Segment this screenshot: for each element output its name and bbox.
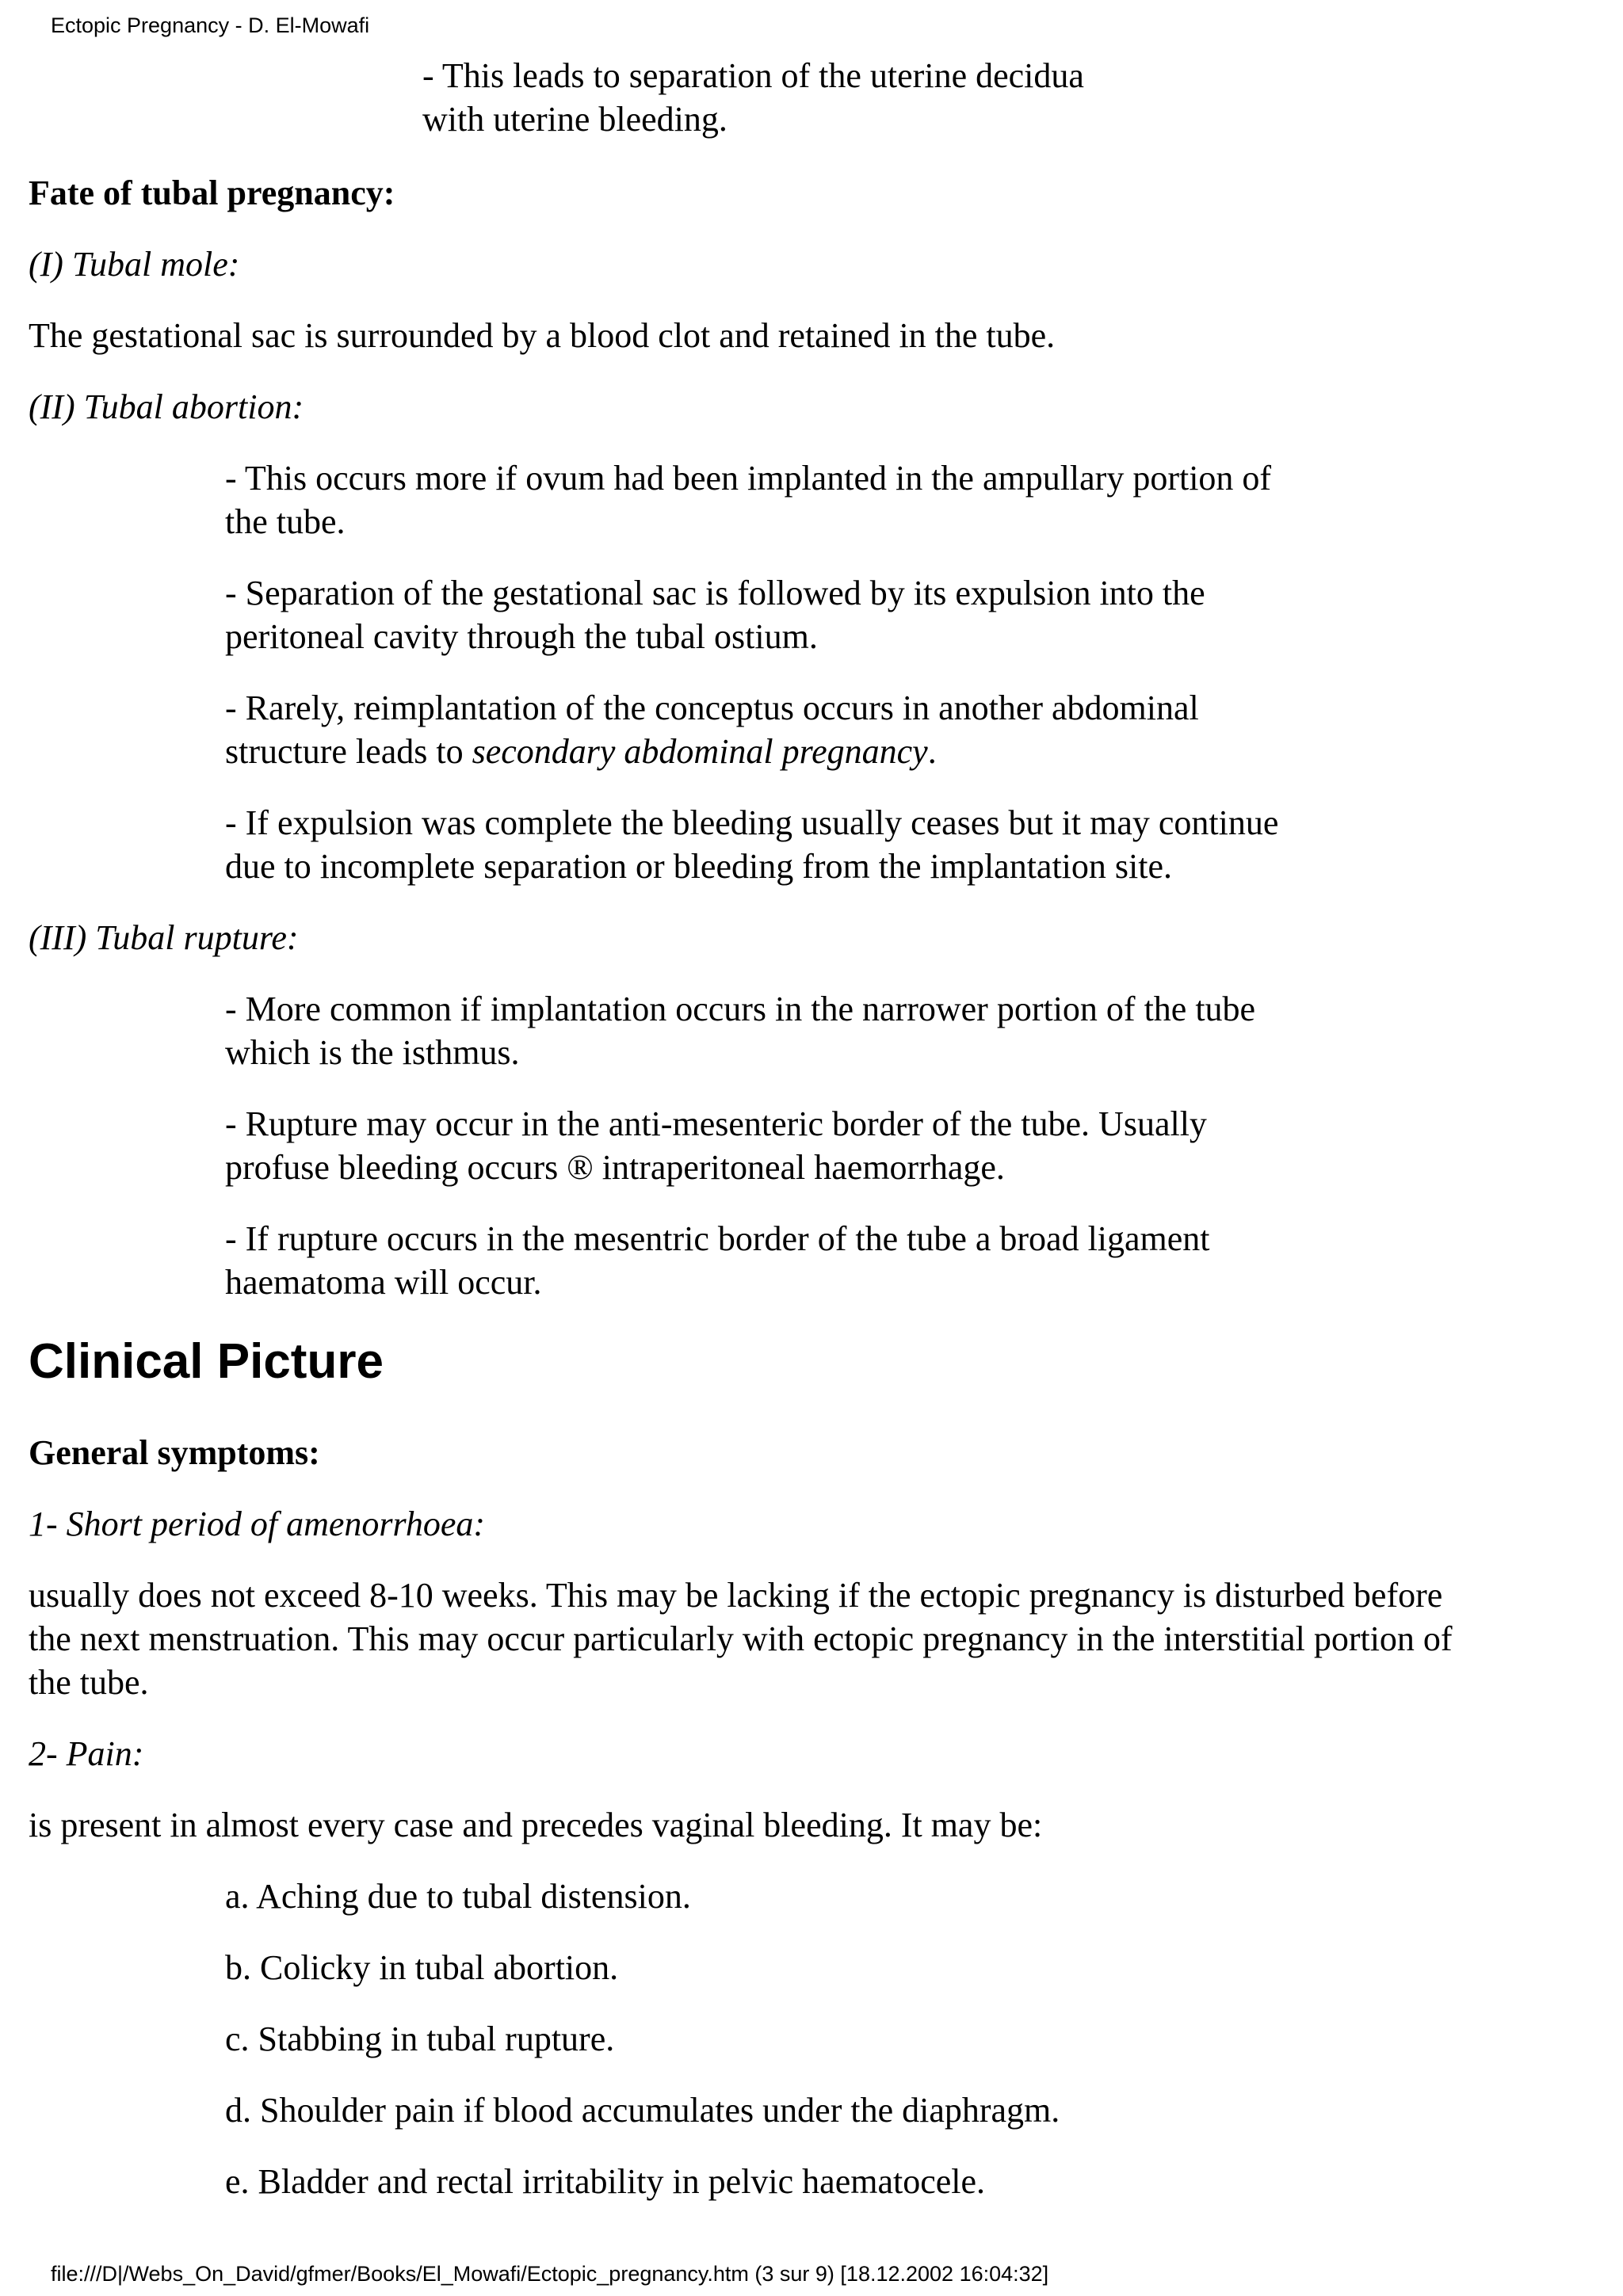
tubal-rupture-point [225, 987, 1255, 1074]
secondary-abdominal-pregnancy-term: secondary abdominal pregnancy [472, 732, 928, 771]
point-line: - More common if implantation occurs in the narrower portion of the tube [225, 990, 1256, 1028]
text-line: the tube. [29, 1663, 149, 1702]
page-footer-url: file:///D|/Webs_On_David/gfmer/Books/El_Mowafi/Ectopic_pregnancy.htm (3 sur 9) [18.12.2002 16:04:32] [51, 2262, 1049, 2286]
amenorrhoea-text [29, 1573, 1453, 1704]
tubal-abortion-title: (II) Tubal abortion: [29, 387, 304, 426]
intro-text [422, 54, 1084, 141]
point-text: . [927, 732, 937, 771]
tubal-abortion-point [225, 571, 1205, 658]
pain-title: 2- Pain: [29, 1734, 144, 1773]
intro-line-1: - This leads to separation of the uterine decidua [422, 56, 1084, 95]
point-line: profuse bleeding occurs ® intraperitoneal haemorrhage. [225, 1148, 1005, 1187]
tubal-abortion-point [225, 456, 1271, 543]
tubal-rupture-title: (III) Tubal rupture: [29, 918, 299, 957]
point-line: due to incomplete separation or bleeding from the implantation site. [225, 847, 1173, 886]
pain-list-item: c. Stabbing in tubal rupture. [225, 2019, 615, 2058]
text-line: usually does not exceed 8-10 weeks. This may be lacking if the ectopic pregnancy is disturbed before [29, 1576, 1443, 1615]
point-line: haematoma will occur. [225, 1263, 542, 1302]
point-line: - This occurs more if ovum had been implanted in the ampullary portion of [225, 459, 1272, 498]
pain-list-item: a. Aching due to tubal distension. [225, 1877, 691, 1916]
pain-intro: is present in almost every case and precedes vaginal bleeding. It may be: [29, 1806, 1043, 1844]
point-line: the tube. [225, 502, 346, 541]
tubal-rupture-point [225, 1102, 1207, 1189]
fate-heading: Fate of tubal pregnancy: [29, 174, 395, 212]
tubal-mole-text: The gestational sac is surrounded by a blood clot and retained in the tube. [29, 316, 1056, 355]
tubal-mole-title: (I) Tubal mole: [29, 245, 240, 284]
pain-list-item: b. Colicky in tubal abortion. [225, 1948, 619, 1987]
amenorrhoea-title: 1- Short period of amenorrhoea: [29, 1505, 486, 1543]
point-line: - If expulsion was complete the bleeding usually ceases but it may continue [225, 803, 1279, 842]
tubal-abortion-point [225, 801, 1278, 888]
point-line: peritoneal cavity through the tubal ostium. [225, 617, 818, 656]
point-line: - Rupture may occur in the anti-mesenteric border of the tube. Usually [225, 1104, 1207, 1143]
section-heading: Clinical Picture [29, 1334, 384, 1389]
pain-list-item: d. Shoulder pain if blood accumulates under the diaphragm. [225, 2091, 1060, 2130]
general-symptoms-heading: General symptoms: [29, 1433, 320, 1472]
point-line: - Rarely, reimplantation of the conceptus occurs in another abdominal [225, 688, 1199, 727]
point-line [225, 730, 1199, 773]
point-line: - Separation of the gestational sac is followed by its expulsion into the [225, 574, 1205, 612]
tubal-abortion-point [225, 686, 1199, 773]
point-line: - If rupture occurs in the mesentric border of the tube a broad ligament [225, 1219, 1210, 1258]
text-line: the next menstruation. This may occur particularly with ectopic pregnancy in the interstitial portion of [29, 1619, 1453, 1658]
page-header-title: Ectopic Pregnancy - D. El-Mowafi [51, 13, 370, 37]
pain-list-item: e. Bladder and rectal irritability in pelvic haematocele. [225, 2162, 986, 2201]
point-line: which is the isthmus. [225, 1033, 520, 1072]
tubal-rupture-point [225, 1217, 1210, 1304]
point-text: structure leads to [225, 732, 472, 771]
intro-line-2: with uterine bleeding. [422, 100, 727, 139]
